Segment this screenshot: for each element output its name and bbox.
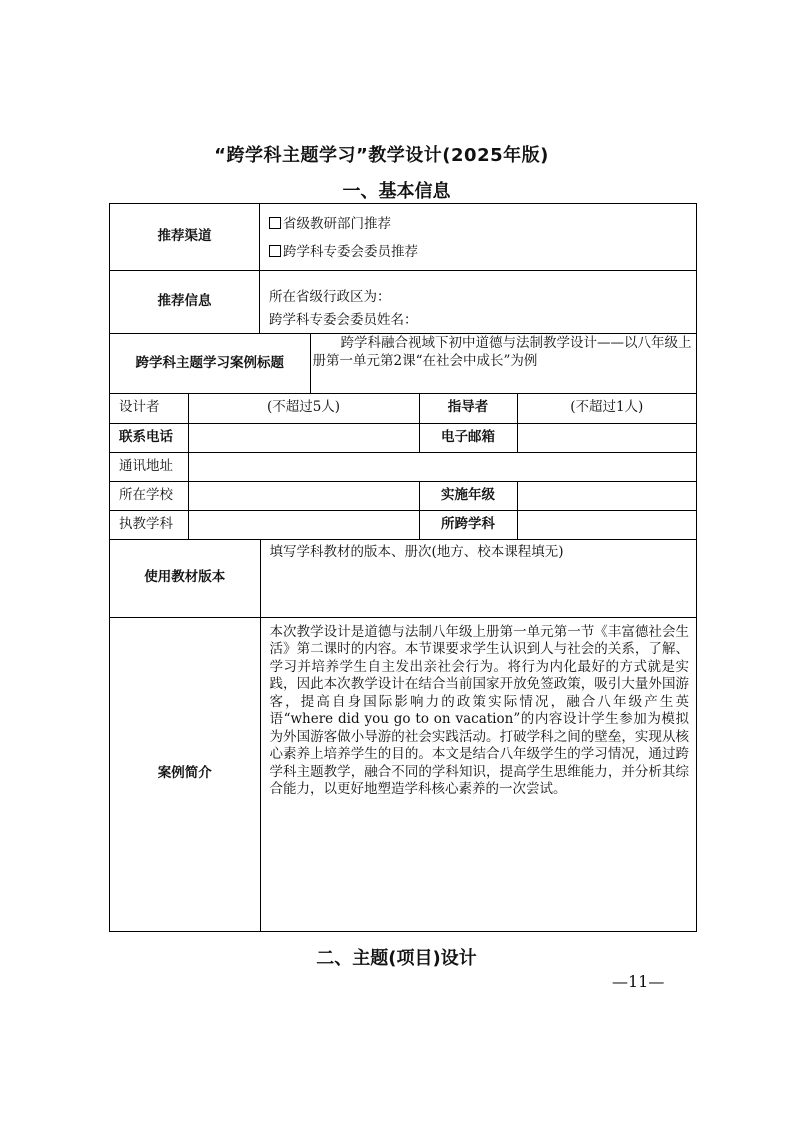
summary-label: 案例简介 <box>110 617 260 931</box>
checkbox-committee[interactable] <box>269 245 281 257</box>
textbook-label: 使用教材版本 <box>110 540 260 617</box>
phone-label: 联系电话 <box>110 423 188 452</box>
info-label: 推荐信息 <box>110 271 260 334</box>
summary-text[interactable]: 本次教学设计是道德与法制八年级上册第一单元第一节《丰富德社会生活》第二课时的内容。本节课要求学生认识到人与社会的关系，了解、学习并培养学生自主发出亲社会行为。将行为内化最好的方式就是实践，因此本次教学设计在结合当前国家开放免签政策，吸引大量外国游客，提高自身国际影响力的政策实际情况，融合八年级产生英语“where did you go to on vacation”的内容设计学生参加为模拟为外国游客做小导游的社会实践活动。打破学科之间的壁垒，实现从核心素养上培养学生的目的。本文是结合八年级学生的学习情况，通过跨学科主题教学，融合不同的学科知识，提高学生思维能力，并分析其综合能力，以更好地塑造学科核心素养的一次尝试。 <box>260 617 696 931</box>
advisor-label: 指导者 <box>419 394 517 423</box>
designer-input[interactable]: (不超过5人) <box>188 394 419 423</box>
school-label: 所在学校 <box>110 481 188 510</box>
designer-label: 设计者 <box>110 394 188 423</box>
channel-label: 推荐渠道 <box>110 204 260 271</box>
email-input[interactable] <box>517 423 696 452</box>
checkbox-provincial[interactable] <box>269 217 281 229</box>
cross-subject-input[interactable] <box>517 510 696 539</box>
grade-label: 实施年级 <box>419 481 517 510</box>
section-heading-basic-info: 一、基本信息 <box>342 181 451 202</box>
info-fields[interactable] <box>260 271 697 334</box>
option-provincial[interactable] <box>269 210 696 238</box>
address-input[interactable] <box>188 452 696 481</box>
case-title-label: 跨学科主题学习案例标题 <box>110 334 310 393</box>
basic-info-form <box>109 203 697 932</box>
grade-input[interactable] <box>517 481 696 510</box>
subject-label: 执教学科 <box>110 510 188 539</box>
channel-options <box>260 204 697 271</box>
committee-member-field[interactable]: 跨学科专委会委员姓名： <box>269 312 418 328</box>
contact-grid <box>110 394 697 540</box>
case-title-row <box>110 334 697 394</box>
school-input[interactable] <box>188 481 419 510</box>
email-label: 电子邮箱 <box>419 423 517 452</box>
option-provincial-label: 省级教研部门推荐 <box>283 216 391 232</box>
option-committee-label: 跨学科专委会委员推荐 <box>283 244 418 260</box>
textbook-input[interactable]: 填写学科教材的版本、册次(地方、校本课程填无) <box>260 540 696 617</box>
phone-input[interactable] <box>188 423 419 452</box>
advisor-input[interactable]: (不超过1人) <box>517 394 696 423</box>
page-number: —11— <box>612 972 665 991</box>
option-committee[interactable] <box>269 238 696 266</box>
subject-input[interactable] <box>188 510 419 539</box>
case-title-value[interactable]: 跨学科融合视域下初中道德与法制教学设计——以八年级上册第一单元第2课“在社会中成长”为例 <box>312 335 692 369</box>
section-heading-topic-design: 二、主题(项目)设计 <box>316 948 477 969</box>
cross-subject-label: 所跨学科 <box>419 510 517 539</box>
province-field[interactable]: 所在省级行政区为： <box>269 289 391 305</box>
textbook-summary-block <box>110 540 697 932</box>
document-title: “跨学科主题学习”教学设计(2025年版) <box>214 145 549 166</box>
address-label: 通讯地址 <box>110 452 188 481</box>
